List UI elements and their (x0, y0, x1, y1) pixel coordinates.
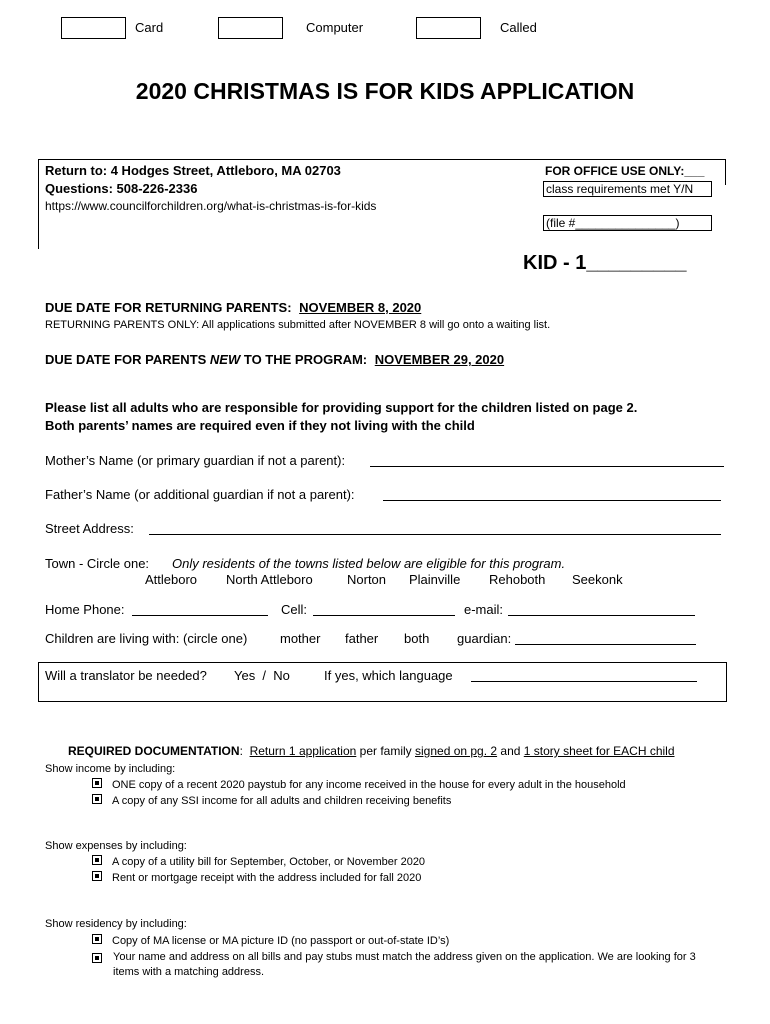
questions-phone: Questions: 508-226-2336 (45, 181, 198, 196)
town-seekonk[interactable]: Seekonk (572, 572, 623, 587)
checkbox-icon (92, 934, 102, 944)
required-docs-label: REQUIRED DOCUMENTATION (68, 744, 240, 758)
required-docs-line (68, 730, 675, 758)
cell-field[interactable] (313, 615, 455, 616)
option-father[interactable]: father (345, 631, 379, 646)
required-docs-part5: 1 story sheet for EACH child (523, 744, 675, 758)
checkbox-icon (92, 794, 102, 804)
list-item (92, 778, 626, 791)
due-new-date: NOVEMBER 29, 2020 (374, 352, 505, 367)
list-item-text: Copy of MA license or MA picture ID (no passport or out-of-state ID’s) (112, 935, 450, 947)
checkbox-icon (92, 871, 102, 881)
town-note: Only residents of the towns listed below are eligible for this program. (172, 556, 566, 571)
guardian-field[interactable] (515, 644, 696, 645)
language-field[interactable] (471, 681, 697, 682)
list-item (92, 855, 425, 868)
required-docs-part2: per family (356, 744, 415, 758)
due-returning (45, 300, 421, 315)
computer-checkbox-label: Computer (306, 20, 364, 35)
return-address: Return to: 4 Hodges Street, Attleboro, MA 02703 (45, 163, 341, 178)
kid-number: KID - 1_________ (523, 252, 687, 274)
email-label: e-mail: (464, 602, 504, 617)
town-attleboro[interactable]: Attleboro (145, 572, 198, 587)
called-checkbox[interactable] (416, 17, 481, 39)
street-address-label: Street Address: (45, 521, 134, 536)
office-use-heading: FOR OFFICE USE ONLY:___ (545, 164, 705, 178)
checkbox-icon (92, 855, 102, 865)
required-docs-part3: signed on pg. 2 (415, 744, 498, 758)
town-north-attleboro[interactable]: North Attleboro (226, 572, 313, 587)
required-docs-part4: and (497, 744, 524, 758)
town-rehoboth[interactable]: Rehoboth (489, 572, 546, 587)
mother-name-field[interactable] (370, 466, 724, 467)
contact-frame-top (38, 159, 726, 160)
list-item (92, 871, 421, 884)
list-item (92, 934, 449, 947)
due-returning-note: RETURNING PARENTS ONLY: All applications submitted after NOVEMBER 8 will go onto a waiting list. (45, 319, 551, 331)
list-item-text: ONE copy of a recent 2020 paystub for any income received in the house for every adult in the household (112, 779, 626, 791)
due-returning-date: NOVEMBER 8, 2020 (299, 300, 422, 315)
translator-yes-no[interactable]: Yes / No (234, 668, 290, 683)
town-norton[interactable]: Norton (347, 572, 387, 587)
due-new-label-new: NEW (209, 352, 241, 367)
town-label: Town - Circle one: (45, 556, 150, 571)
list-item-text: A copy of a utility bill for September, October, or November 2020 (112, 856, 426, 868)
street-address-field[interactable] (149, 534, 721, 535)
instruction-line-1: Please list all adults who are responsible for providing support for the children listed on page 2. (45, 400, 638, 415)
contact-frame-left (38, 159, 39, 249)
page-title: 2020 CHRISTMAS IS FOR KIDS APPLICATION (135, 78, 635, 104)
card-checkbox[interactable] (61, 17, 126, 39)
home-phone-label: Home Phone: (45, 602, 125, 617)
father-name-label: Father’s Name (or additional guardian if not a parent): (45, 487, 355, 502)
list-item-text: Your name and address on all bills and pay stubs must match the address given on the application. We are looking for 3 items with a matching address. (113, 951, 696, 978)
list-item-text: A copy of any SSI income for all adults and children receiving benefits (112, 795, 452, 807)
website-link[interactable]: https://www.councilforchildren.org/what-is-christmas-is-for-kids (45, 199, 377, 213)
residency-heading: Show residency by including: (45, 918, 187, 930)
due-returning-label: DUE DATE FOR RETURNING PARENTS: (45, 300, 292, 315)
town-plainville[interactable]: Plainville (409, 572, 461, 587)
instruction-line-2: Both parents’ names are required even if they not living with the child (45, 418, 475, 433)
email-field[interactable] (508, 615, 695, 616)
option-both[interactable]: both (404, 631, 430, 646)
due-new-label-pre: DUE DATE FOR PARENTS (45, 352, 210, 367)
option-mother[interactable]: mother (280, 631, 321, 646)
cell-label: Cell: (281, 602, 308, 617)
home-phone-field[interactable] (132, 615, 268, 616)
list-item (92, 950, 712, 980)
list-item (92, 794, 451, 807)
required-docs-colon: : (239, 744, 243, 758)
checkbox-icon (92, 778, 102, 788)
checkbox-icon (92, 953, 102, 963)
father-name-field[interactable] (383, 500, 721, 501)
children-with-label: Children are living with: (circle one) (45, 631, 248, 646)
class-requirements: class requirements met Y/N (543, 181, 712, 197)
translator-label: Will a translator be needed? (45, 668, 207, 683)
income-heading: Show income by including: (45, 763, 176, 775)
called-checkbox-label: Called (500, 20, 537, 35)
file-number: (file #_______________) (543, 215, 712, 231)
due-new (45, 352, 504, 367)
mother-name-label: Mother’s Name (or primary guardian if not a parent): (45, 453, 346, 468)
option-guardian[interactable]: guardian: (457, 631, 512, 646)
computer-checkbox[interactable] (218, 17, 283, 39)
required-docs-part1: Return 1 application (249, 744, 357, 758)
expenses-heading: Show expenses by including: (45, 840, 187, 852)
card-checkbox-label: Card (135, 20, 164, 35)
due-new-label-post: TO THE PROGRAM: (240, 352, 368, 367)
list-item-text: Rent or mortgage receipt with the address included for fall 2020 (112, 872, 422, 884)
language-label: If yes, which language (324, 668, 453, 683)
contact-frame-right (725, 159, 726, 185)
